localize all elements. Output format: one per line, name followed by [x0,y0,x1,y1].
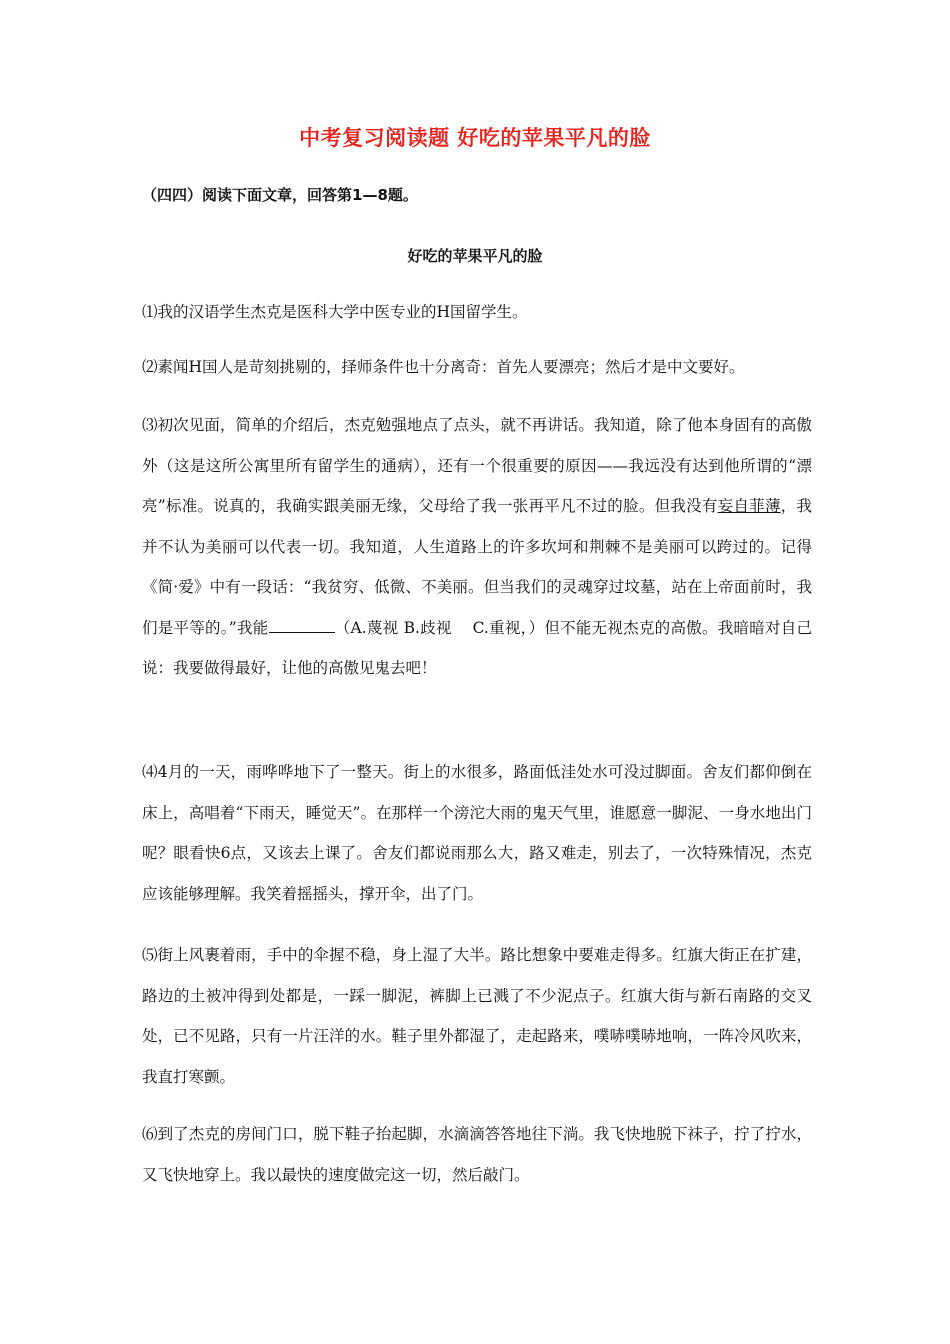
paragraph-6: ⑹到了杰克的房间门口，脱下鞋子抬起脚，水滴滴答答地往下淌。我飞快地脱下袜子，拧了拧水，又飞快地穿上。我以最快的速度做完这一切，然后敲门。 [142,1125,812,1184]
paragraph-3 [142,405,812,689]
paragraph-5: ⑸街上风裹着雨，手中的伞握不稳，身上湿了大半。路比想象中要难走得多。红旗大街正在扩建，路边的土被冲得到处都是，一踩一脚泥，裤脚上已溅了不少泥点子。红旗大街与新石南路的交叉处，已不见路，只有一片汪洋的水。鞋子里外都湿了，走起路来，噗哧噗哧地响，一阵冷风吹来，我直打寒颤。 [142,946,812,1086]
paragraph-3-text-b: ，我并不认为美丽可以代表一切。我知道，人生道路上的许多坎坷和荆棘不是美丽可以跨过的。记得《简·爱》中有一段话：“我贫穷、低微、不美丽。但当我们的灵魂穿过坟墓，站在上帝面前时，我们是平等的。”我能 [142,497,812,637]
paragraph-4: ⑷4月的一天，雨哗哗地下了一整天。街上的水很多，路面低洼处水可没过脚面。舍友们都仰倒在床上，高唱着“下雨天，睡觉天”。在那样一个滂沱大雨的鬼天气里，谁愿意一脚泥、一身水地出门呢？眼看快6点，又该去上课了。舍友们都说雨那么大，路又难走，别去了，一次特殊情况，杰克应该能够理解。我笑着摇摇头，撑开伞，出了门。 [142,763,812,903]
paragraph-3-text-a: ⑶初次见面，简单的介绍后，杰克勉强地点了点头，就不再讲话。我知道，除了他本身固有的高傲外（这是这所公寓里所有留学生的通病），还有一个很重要的原因——我远没有达到他所谓的“漂亮”标准。说真的，我确实跟美丽无缘，父母给了我一张再平凡不过的脸。但我没有 [142,416,812,515]
article-title: 好吃的苹果平凡的脸 [407,247,543,265]
reading-instruction: （四四）阅读下面文章，回答第1—8题。 [142,186,418,204]
underlined-phrase: 妄自菲薄 [717,497,781,515]
paragraph-1: ⑴我的汉语学生杰克是医科大学中医专业的H国留学生。 [142,303,528,321]
paragraph-2: ⑵素闻H国人是苛刻挑剔的，择师条件也十分离奇：首先人要漂亮；然后才是中文要好。 [142,358,745,376]
page-title: 中考复习阅读题 好吃的苹果平凡的脸 [299,126,651,150]
paragraph-3-text-c: （A.蔑视 B.歧视 C.重视，）但不能无视杰克的高傲。我暗暗对自己说：我要做得最好，让他的高傲见鬼去吧！ [142,618,812,677]
answer-blank [269,618,335,633]
